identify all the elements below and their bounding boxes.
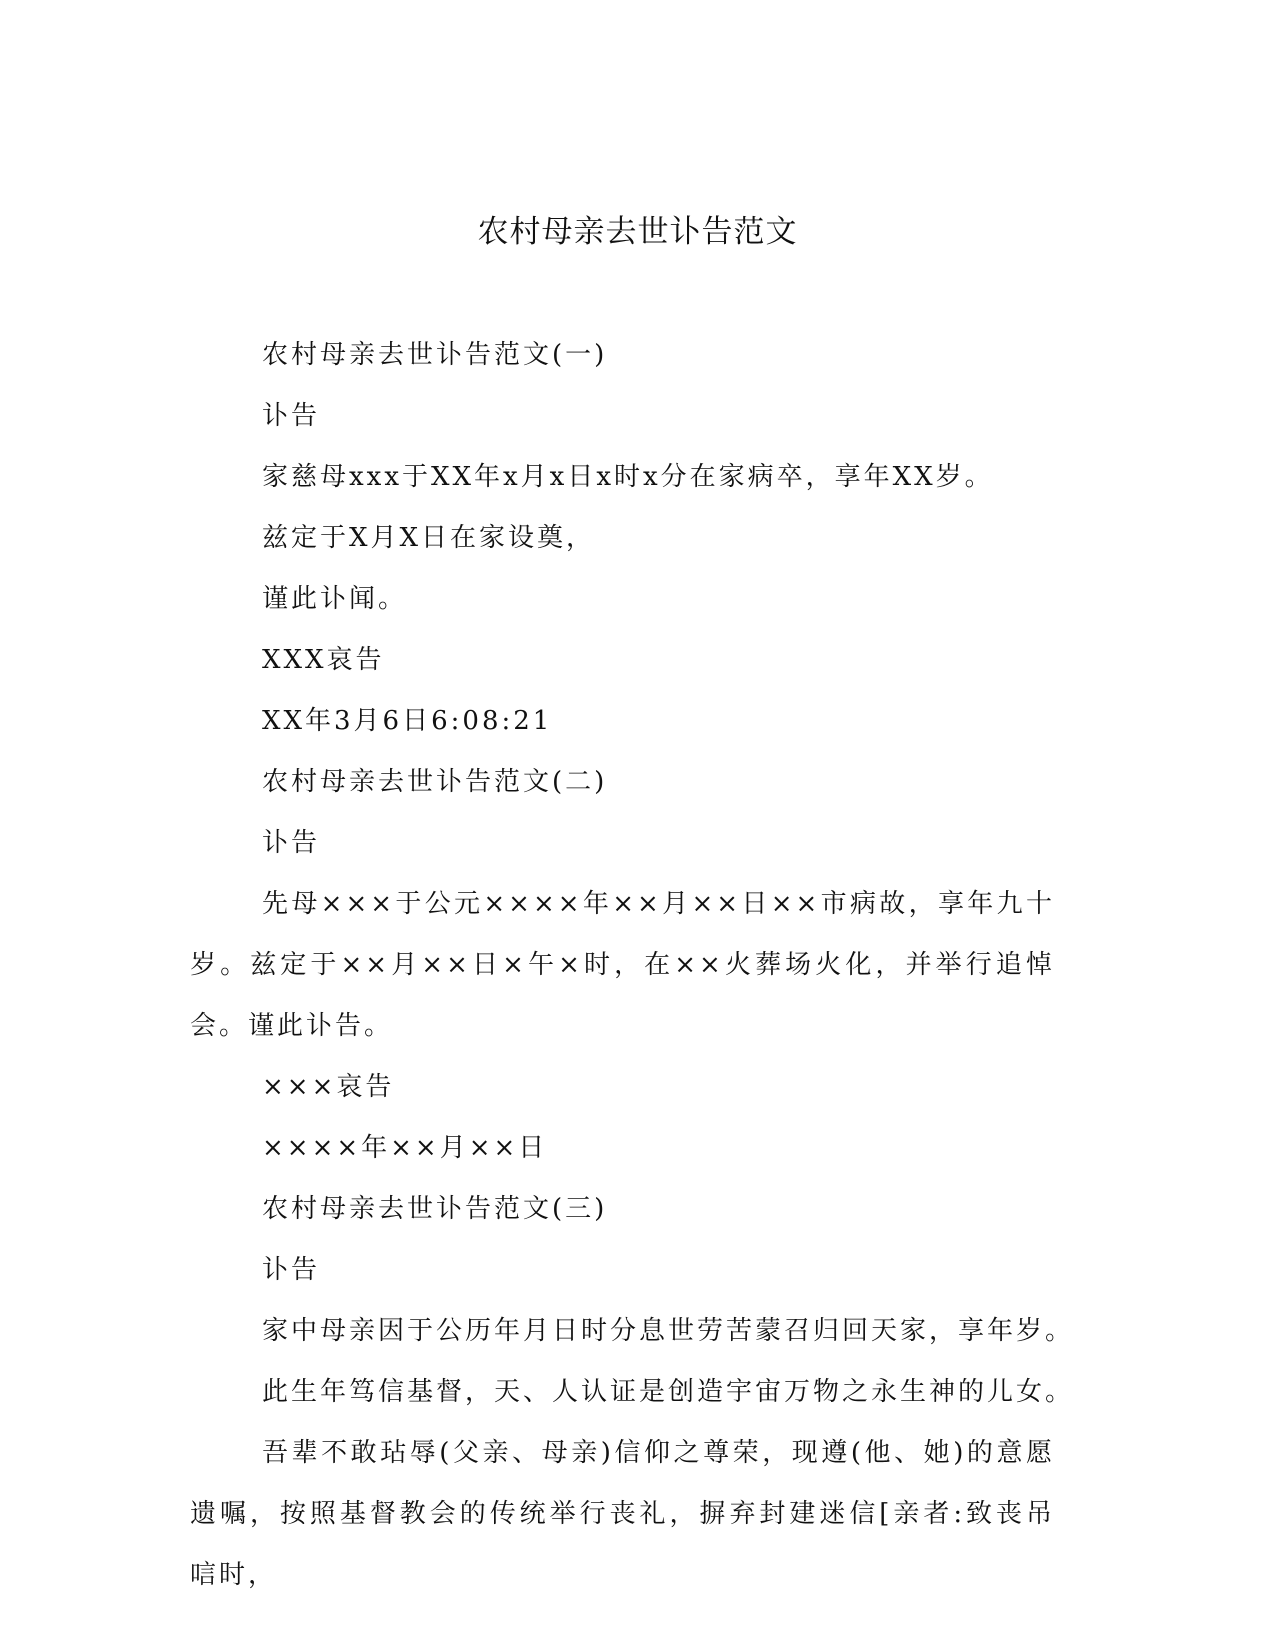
paragraph: 谨此讣闻。 bbox=[262, 584, 408, 614]
section-heading-2: 农村母亲去世讣告范文(二) bbox=[262, 767, 608, 797]
paragraph: 家中母亲因于公历年月日时分息世劳苦蒙召归回天家，享年岁。 bbox=[262, 1316, 1075, 1346]
document-title: 农村母亲去世讣告范文 bbox=[477, 214, 798, 250]
paragraph: 先母×××于公元××××年××月××日××市病故，享年九十岁。兹定于××月××日×午×时，在××火葬场火化，并举行追悼会。谨此讣告。 bbox=[190, 889, 1055, 1041]
paragraph: 吾辈不敢玷辱(父亲、母亲)信仰之尊荣，现遵(他、她)的意愿遗嘱，按照基督教会的传统举行丧礼，摒弃封建迷信[亲者:致丧吊唁时， bbox=[190, 1438, 1055, 1590]
section-heading-3: 农村母亲去世讣告范文(三) bbox=[262, 1194, 608, 1224]
date-line: XX年3月6日6:08:21 bbox=[262, 706, 553, 736]
paragraph: 家慈母xxx于XX年x月x日x时x分在家病卒，享年XX岁。 bbox=[262, 462, 994, 492]
signature-line: ×××哀告 bbox=[262, 1072, 395, 1102]
notice-label: 讣告 bbox=[262, 828, 321, 858]
notice-label: 讣告 bbox=[262, 1255, 321, 1285]
paragraph: 此生年笃信基督，天、人认证是创造宇宙万物之永生神的儿女。 bbox=[262, 1377, 1075, 1407]
section-heading-1: 农村母亲去世讣告范文(一) bbox=[262, 340, 608, 370]
paragraph: 兹定于X月X日在家设奠， bbox=[262, 523, 596, 553]
signature-line: XXX哀告 bbox=[262, 645, 385, 675]
date-line: ××××年××月××日 bbox=[262, 1133, 548, 1163]
document-body bbox=[190, 325, 1075, 1606]
notice-label: 讣告 bbox=[262, 401, 321, 431]
